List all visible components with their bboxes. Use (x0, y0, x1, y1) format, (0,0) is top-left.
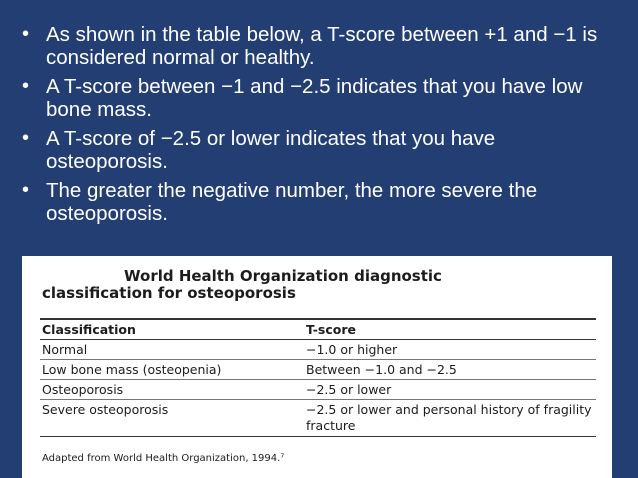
bullet-text: As shown in the table below, a T-score between +1 and −1 is considered normal or healthy. (46, 23, 598, 69)
cell-classification: Low bone mass (osteopenia) (42, 362, 222, 377)
cell-classification: Severe osteoporosis (42, 402, 169, 417)
bullet-text: A T-score of −2.5 or lower indicates that you have osteoporosis. (46, 127, 496, 173)
table-row (40, 360, 596, 380)
cell-t-score: Between −1.0 and −2.5 (306, 362, 457, 377)
cell-t-score: −2.5 or lower and personal history of fragility fracture (306, 402, 592, 433)
bullet-item (20, 23, 620, 69)
figure-title-line-1: World Health Organization diagnostic (124, 267, 442, 285)
table-header-row (40, 320, 596, 340)
header-t-score: T-score (306, 322, 356, 337)
bullet-dot-icon: • (22, 23, 30, 45)
figure-source-note: Adapted from World Health Organization, 1994.⁷ (42, 453, 285, 464)
bullet-dot-icon: • (22, 75, 30, 97)
bullet-dot-icon: • (22, 179, 30, 201)
cell-t-score: −1.0 or higher (306, 342, 398, 357)
bullet-item (20, 75, 620, 121)
bullet-dot-icon: • (22, 127, 30, 149)
bullet-item (20, 127, 620, 173)
who-classification-figure (22, 256, 612, 478)
cell-classification: Osteoporosis (42, 382, 124, 397)
bullet-text: The greater the negative number, the more severe the osteoporosis. (46, 179, 538, 225)
bullet-text: A T-score between −1 and −2.5 indicates that you have low bone mass. (46, 75, 583, 121)
cell-t-score: −2.5 or lower (306, 382, 392, 397)
table-row (40, 400, 596, 436)
cell-classification: Normal (42, 342, 88, 357)
figure-title (42, 268, 582, 302)
figure-title-line-2: classification for osteoporosis (42, 284, 296, 302)
bullet-list (20, 23, 620, 231)
table-row (40, 380, 596, 400)
header-classification: Classification (42, 322, 136, 337)
table-row (40, 340, 596, 360)
bullet-item (20, 179, 620, 225)
classification-table (40, 318, 596, 437)
